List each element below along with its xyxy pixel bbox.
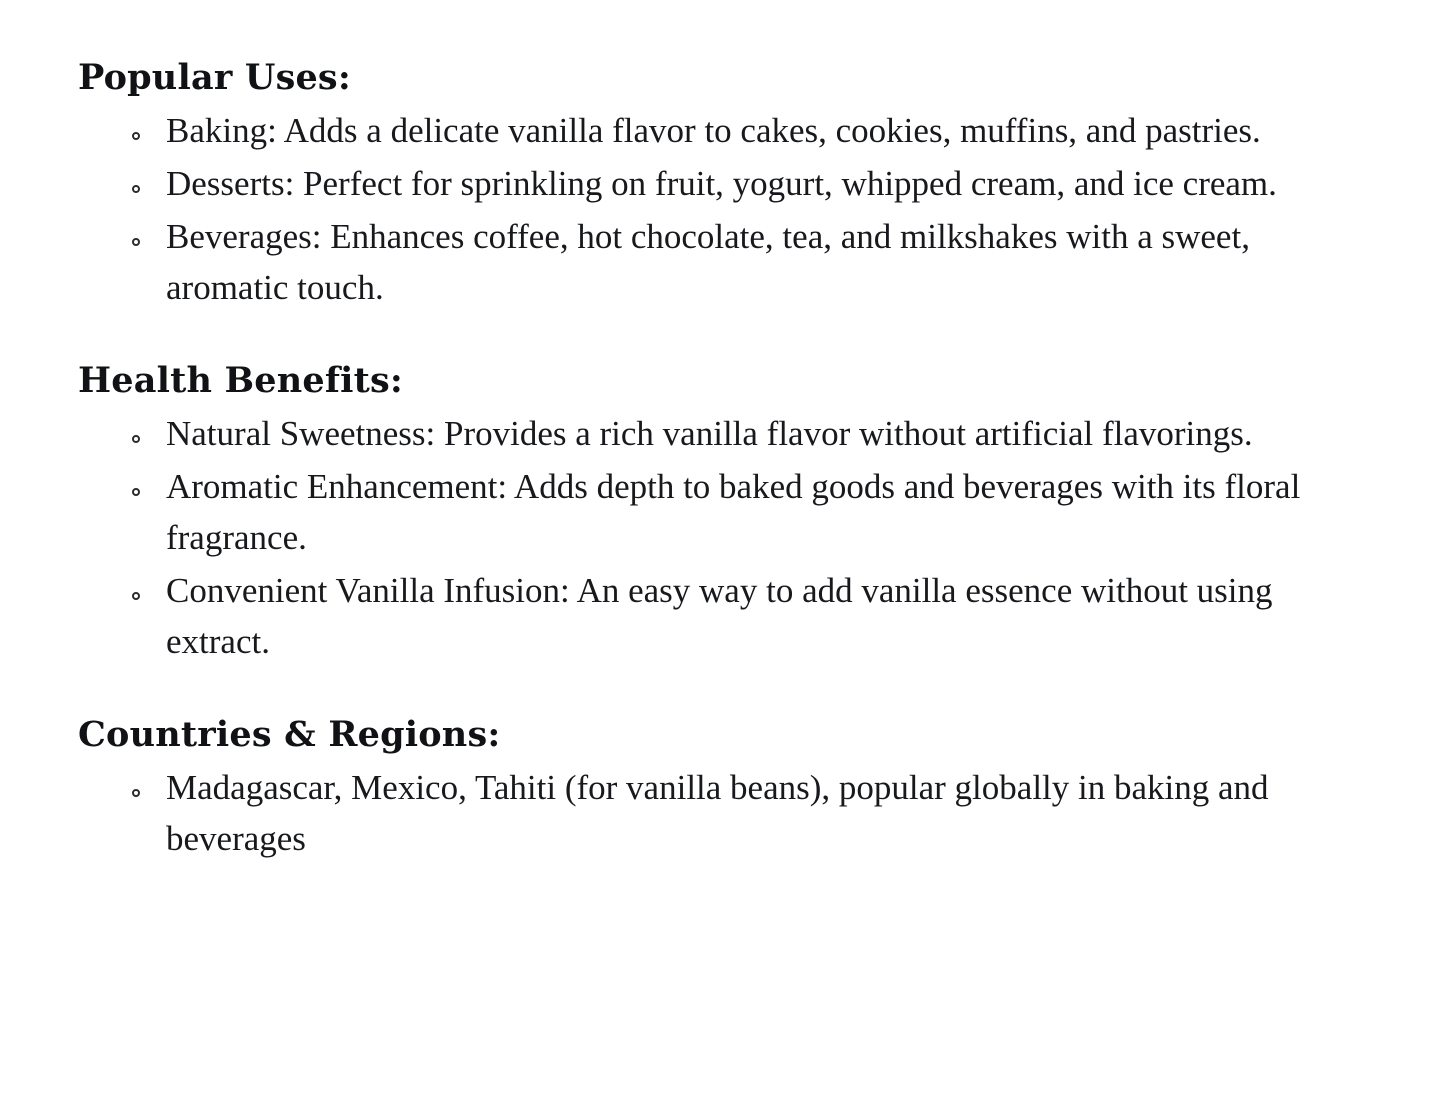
section-heading-health-benefits: Health Benefits: <box>78 360 404 402</box>
list-item: Natural Sweetness: Provides a rich vanilla flavor without artificial flavorings. <box>78 408 1350 459</box>
list-item: Convenient Vanilla Infusion: An easy way to add vanilla essence without using extract. <box>78 565 1350 667</box>
bullet-list-health-benefits <box>78 408 1350 667</box>
section-popular-uses <box>78 56 1350 313</box>
bullet-list-countries-regions <box>78 762 1350 864</box>
section-heading-countries-regions: Countries & Regions: <box>78 714 501 756</box>
section-heading-popular-uses: Popular Uses: <box>78 57 351 98</box>
list-item: Desserts: Perfect for sprinkling on fruit, yogurt, whipped cream, and ice cream. <box>78 158 1350 209</box>
section-countries-regions <box>78 713 1350 864</box>
list-item: Madagascar, Mexico, Tahiti (for vanilla beans), popular globally in baking and beverages <box>78 762 1350 864</box>
section-health-benefits <box>78 359 1350 667</box>
list-item: Baking: Adds a delicate vanilla flavor to cakes, cookies, muffins, and pastries. <box>78 105 1350 156</box>
bullet-list-popular-uses <box>78 105 1350 313</box>
list-item: Aromatic Enhancement: Adds depth to baked goods and beverages with its floral fragrance. <box>78 461 1350 563</box>
list-item: Beverages: Enhances coffee, hot chocolate, tea, and milkshakes with a sweet, aromatic touch. <box>78 211 1350 313</box>
